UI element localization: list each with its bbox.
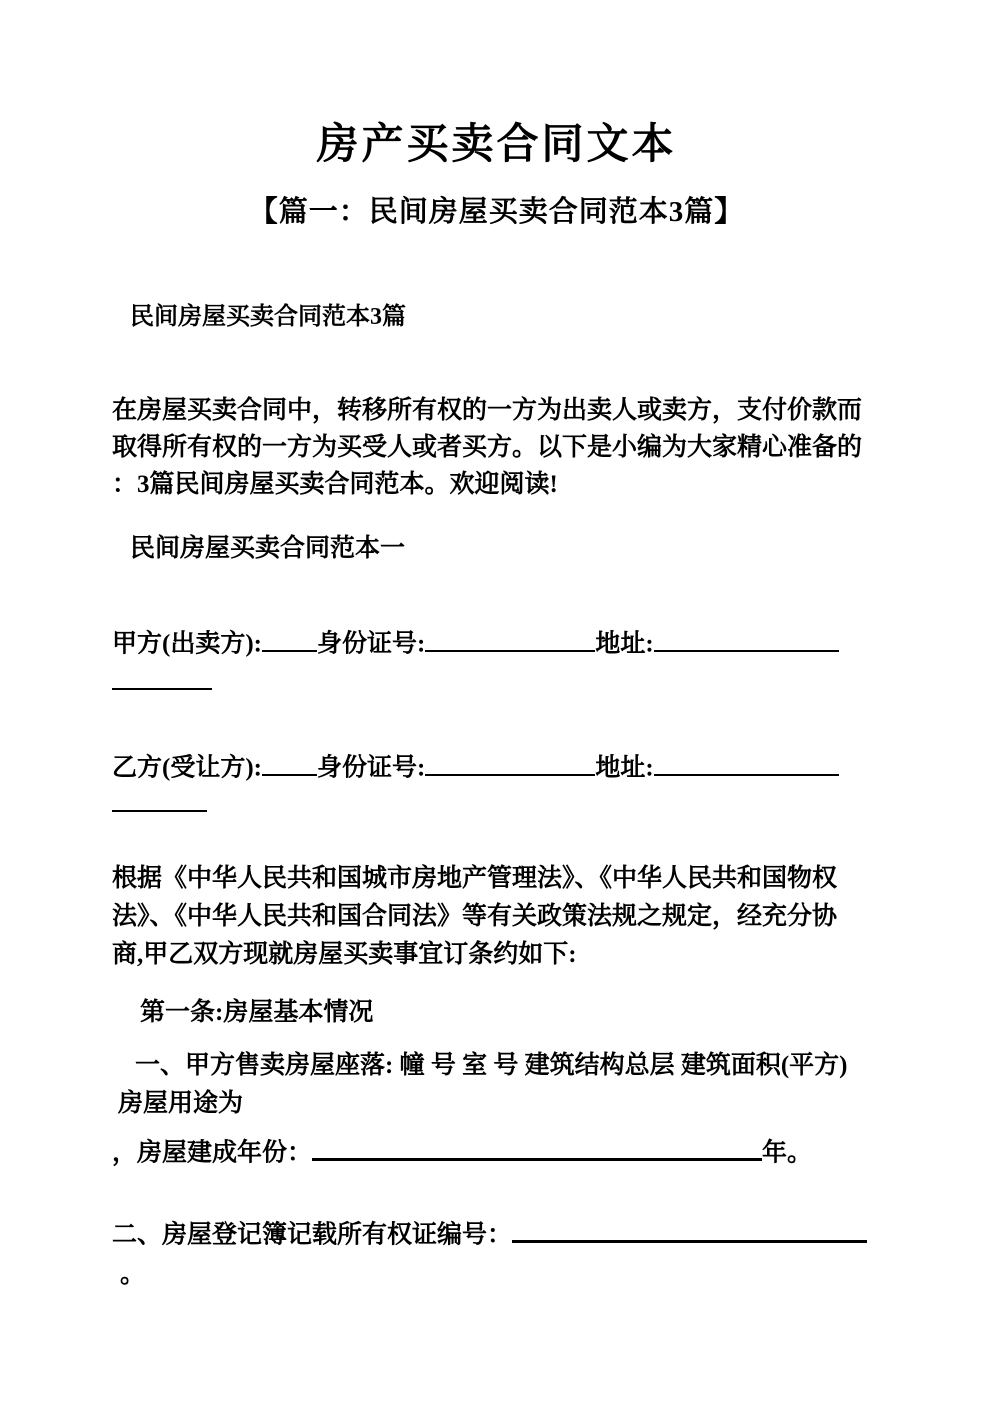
year-built-blank-underline — [312, 1132, 762, 1161]
party-b-address-label: 地址: — [595, 754, 654, 782]
paragraph-line: ：3篇民间房屋买卖合同范本。欢迎阅读! — [112, 471, 558, 498]
intro-heading: 民间房屋买卖合同范本3篇 — [130, 304, 406, 330]
paragraph-line: 取得所有权的一方为买受人或者买方。以下是小编为大家精心准备的 — [112, 434, 863, 461]
paragraph-line: 在房屋买卖合同中，转移所有权的一方为出卖人或卖方，支付价款而 — [112, 397, 863, 424]
sample-one-heading: 民间房屋买卖合同范本一 — [130, 535, 406, 562]
ownership-cert-blank-underline — [512, 1214, 867, 1243]
party-b-address-blank-underline — [654, 748, 839, 776]
clause1-item1-line2: 房屋用途为 — [118, 1090, 244, 1117]
party-b-name-blank-underline — [262, 748, 317, 776]
party-a-continuation — [112, 662, 212, 696]
party-b-continuation — [112, 784, 207, 818]
party-b-name-label: 乙方(受让方): — [112, 754, 262, 782]
year-built-line — [112, 1132, 812, 1167]
paragraph-line: 法》、《中华人民共和国合同法》等有关政策法规之规定，经充分协 — [112, 903, 838, 930]
year-built-suffix: 年。 — [762, 1139, 813, 1167]
party-a-line — [112, 624, 839, 658]
intro-paragraph — [112, 392, 862, 503]
party-b-id-label: 身份证号: — [316, 754, 426, 782]
party-a-name-blank-underline — [262, 624, 317, 652]
clause1-item2-label: 二、房屋登记簿记载所有权证编号： — [112, 1221, 513, 1249]
section-subtitle: 【篇一：民间房屋买卖合同范本3篇】 — [248, 196, 745, 228]
legal-basis-paragraph — [112, 860, 837, 974]
paragraph-line: 商,甲乙双方现就房屋买卖事宜订条约如下: — [112, 941, 577, 968]
clause1-item2-line — [112, 1214, 867, 1249]
trailing-period: 。 — [120, 1261, 146, 1288]
party-a-continuation-blank-underline — [112, 662, 212, 690]
paragraph-line: 根据《中华人民共和国城市房地产管理法》、《中华人民共和国物权 — [112, 865, 838, 892]
party-b-line — [112, 748, 839, 782]
clause1-item1-line1: 一、甲方售卖房屋座落: 幢 号 室 号 建筑结构总层 建筑面积(平方) — [135, 1052, 848, 1079]
party-a-name-label: 甲方(出卖方): — [112, 630, 262, 658]
party-a-address-label: 地址: — [595, 630, 654, 658]
party-b-continuation-blank-underline — [112, 784, 207, 812]
page-title: 房产买卖合同文本 — [316, 122, 677, 168]
clause1-heading: 第一条:房屋基本情况 — [140, 999, 374, 1026]
party-a-id-label: 身份证号: — [316, 630, 426, 658]
year-built-label: ，房屋建成年份： — [112, 1139, 313, 1167]
party-b-id-blank-underline — [425, 748, 595, 776]
party-a-id-blank-underline — [425, 624, 595, 652]
party-a-address-blank-underline — [654, 624, 839, 652]
